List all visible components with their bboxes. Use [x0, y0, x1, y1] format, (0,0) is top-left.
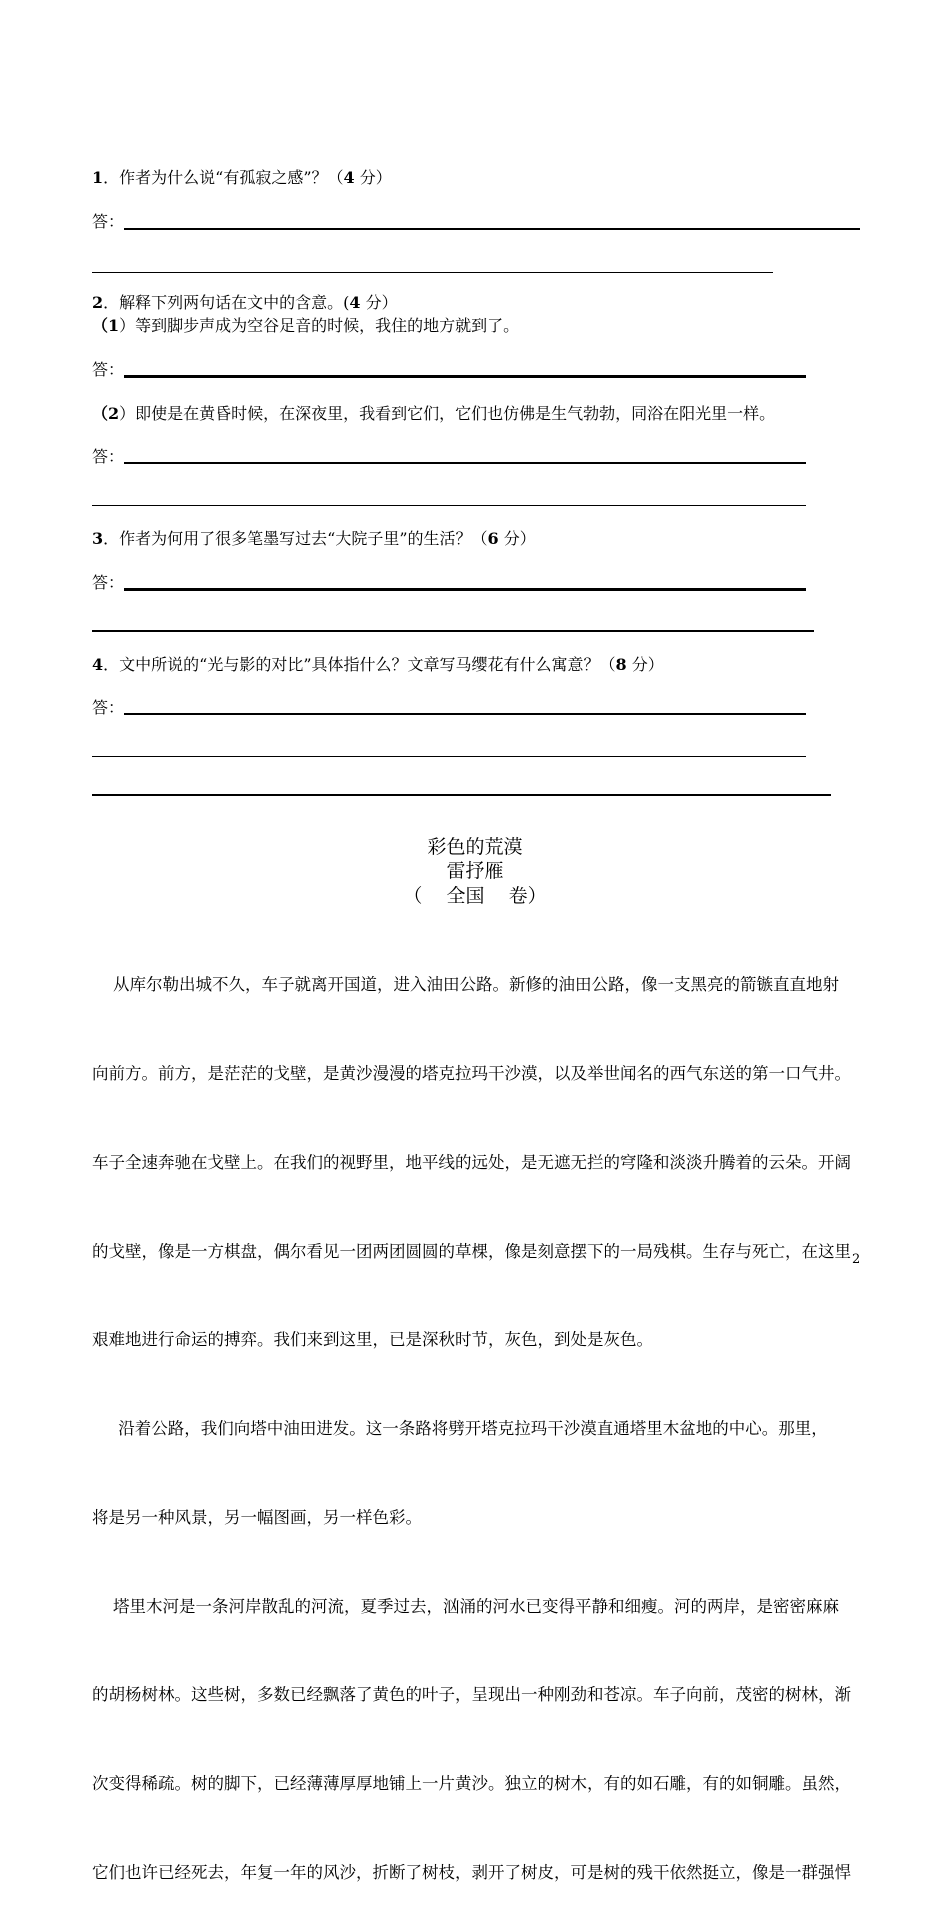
article-title: 彩色的荒漠 — [427, 836, 523, 858]
question-2-text: ．解释下列两句话在文中的含意。( — [103, 293, 350, 312]
question-4-text: ．文中所说的“光与影的对比”具体指什么？文章写马缨花有什么寓意？（ — [103, 655, 616, 674]
article-line: 艰难地进行命运的搏弈。我们来到这里，已是深秋时节，灰色，到处是灰色。 — [92, 1330, 653, 1350]
answer-line-4b[interactable] — [92, 756, 806, 757]
article-line: 它们也许已经死去，年复一年的风沙，折断了树枝，剥开了树皮，可是树的残干依然挺立，像是一群强悍 — [92, 1863, 851, 1882]
question-4-score: 8 — [615, 655, 627, 674]
question-2-sub-2 — [92, 404, 775, 424]
answer-label-3: 答： — [92, 573, 125, 592]
question-1-score: 4 — [343, 168, 355, 187]
question-2-sub-1-text: ）等到脚步声成为空谷足音的时候，我住的地方就到了。 — [119, 316, 520, 335]
answer-line-3a[interactable] — [124, 588, 806, 591]
article-body — [92, 911, 862, 1917]
question-4-number: 4 — [92, 655, 104, 674]
question-1 — [92, 168, 392, 188]
question-1-unit: 分） — [354, 168, 392, 187]
question-2-sub-1 — [92, 316, 519, 336]
answer-line-1a[interactable] — [124, 228, 860, 230]
question-2-sub-2-number: （2 — [92, 404, 120, 423]
answer-label-2-1: 答： — [92, 360, 125, 379]
question-2-number: 2 — [92, 293, 104, 312]
question-2-unit: 分） — [360, 293, 398, 312]
article-line: 将是另一种风景，另一幅图画，另一样色彩。 — [92, 1507, 422, 1527]
question-4 — [92, 655, 664, 675]
article-line: 车子全速奔驰在戈壁上。在我们的视野里，地平线的远处，是无遮无拦的穹隆和淡淡升腾着的云朵。开阔 — [92, 1152, 851, 1172]
article-line: 的胡杨树林。这些树，多数已经飘落了黄色的叶子，呈现出一种刚劲和苍凉。车子向前，茂密的树林，渐 — [92, 1685, 851, 1705]
question-3 — [92, 529, 536, 549]
question-2-sub-1-number: （1 — [92, 316, 120, 335]
answer-line-1b[interactable] — [92, 272, 773, 273]
page-number: 2 — [852, 1252, 861, 1267]
question-2 — [92, 293, 398, 313]
answer-label-4: 答： — [92, 698, 125, 717]
answer-label-1: 答： — [92, 212, 125, 231]
answer-line-4c[interactable] — [92, 794, 831, 796]
question-3-unit: 分） — [498, 529, 536, 548]
question-3-text: ．作者为何用了很多笔墨写过去“大院子里”的生活？（ — [103, 529, 488, 548]
answer-line-2-2b[interactable] — [92, 505, 806, 506]
answer-label-2-2: 答： — [92, 447, 125, 466]
article-author: 雷抒雁 — [446, 860, 504, 882]
article-line: 从库尔勒出城不久，车子就离开国道，进入油田公路。新修的油田公路，像一支黑亮的箭镞直直地射 — [92, 975, 839, 995]
article-line: 的戈壁，像是一方棋盘，偶尔看见一团两团圆圆的草棵，像是刻意摆下的一局残棋。生存与死亡，在这里 — [92, 1241, 851, 1261]
question-1-number: 1 — [92, 168, 104, 187]
article-source: （ 全国 卷） — [403, 885, 547, 907]
question-3-score: 6 — [487, 529, 499, 548]
article-line: 次变得稀疏。树的脚下，已经薄薄厚厚地铺上一片黄沙。独立的树木，有的如石雕，有的如铜雕。虽然， — [92, 1774, 851, 1794]
article-line: 沿着公路，我们向塔中油田进发。这一条路将劈开塔克拉玛干沙漠直通塔里木盆地的中心。那里， — [92, 1419, 828, 1439]
question-2-sub-2-text: ）即使是在黄昏时候，在深夜里，我看到它们，它们也仿佛是生气勃勃，同浴在阳光里一样。 — [119, 404, 776, 423]
question-3-number: 3 — [92, 529, 104, 548]
question-4-unit: 分） — [626, 655, 664, 674]
answer-line-2-1[interactable] — [124, 375, 806, 378]
article-line: 塔里木河是一条河岸散乱的河流，夏季过去，汹涌的河水已变得平静和细瘦。河的两岸，是密密麻麻 — [92, 1596, 839, 1616]
answer-line-4a[interactable] — [124, 713, 806, 715]
answer-line-2-2a[interactable] — [124, 462, 806, 464]
question-1-text: ．作者为什么说“有孤寂之感”？（ — [103, 168, 344, 187]
answer-line-3b[interactable] — [92, 630, 814, 632]
question-2-score: 4 — [349, 293, 361, 312]
article-line: 向前方。前方，是茫茫的戈壁，是黄沙漫漫的塔克拉玛干沙漠，以及举世闻名的西气东送的第一口气井。 — [92, 1063, 851, 1083]
